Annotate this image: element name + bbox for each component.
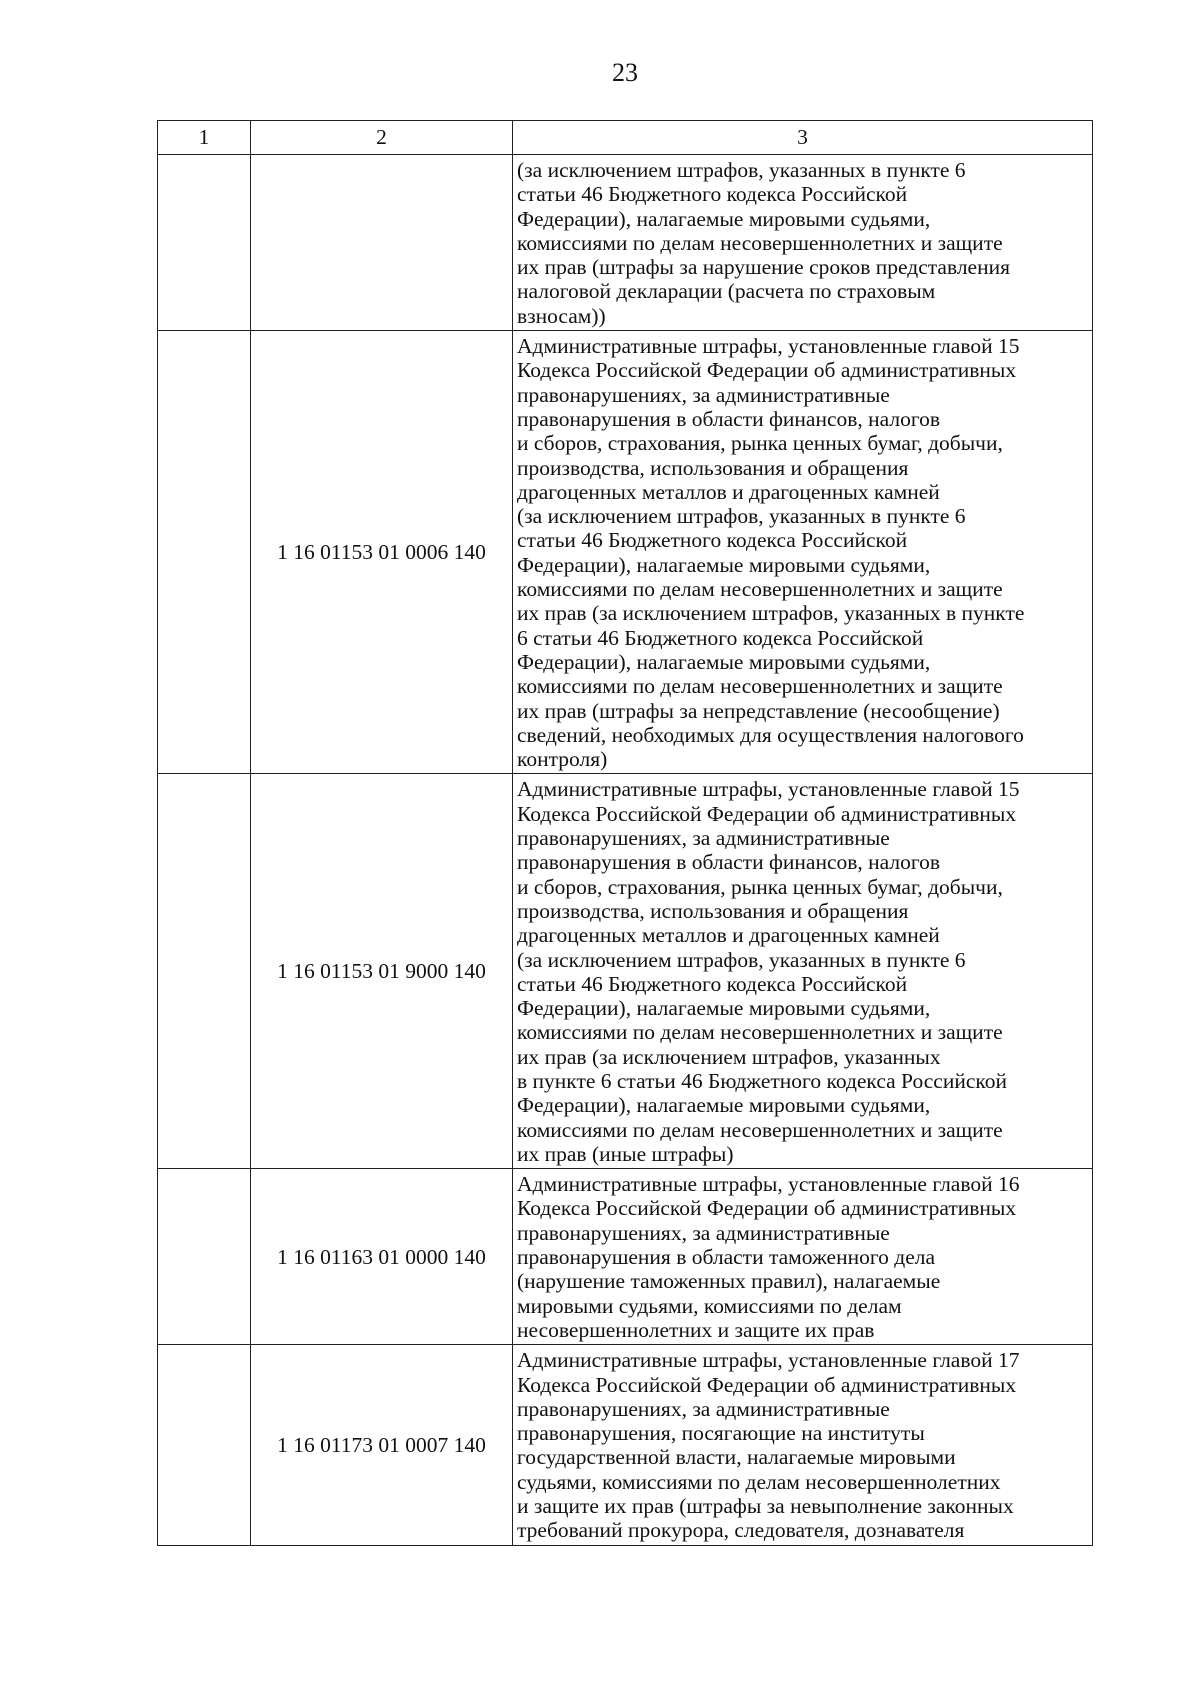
description-line: Кодекса Российской Федерации об административных xyxy=(517,1372,1017,1397)
description-line: производства, использования и обращения xyxy=(517,898,909,923)
description-line: комиссиями по делам несовершеннолетних и защите xyxy=(517,674,1003,699)
description-line: требований прокурора, следователя, дознавателя xyxy=(517,1518,965,1543)
table-row xyxy=(158,155,1093,331)
row-number-cell xyxy=(158,1345,251,1545)
description-line: правонарушения, посягающие на институты xyxy=(517,1421,925,1446)
header-col-3: 3 xyxy=(513,121,1093,155)
description-line: правонарушениях, за административные xyxy=(517,826,890,851)
description-line: их прав (штрафы за нарушение сроков представления xyxy=(517,255,1010,280)
description-line: и сборов, страхования, рынка ценных бумаг, добычи, xyxy=(517,874,1003,899)
table-row xyxy=(158,1169,1093,1345)
description-line: и сборов, страхования, рынка ценных бумаг, добычи, xyxy=(517,431,1003,456)
description-line: (за исключением штрафов, указанных в пункте 6 xyxy=(517,158,966,182)
description-cell xyxy=(513,1169,1093,1345)
budget-code-cell: 1 16 01153 01 9000 140 xyxy=(251,774,513,1169)
description-line: комиссиями по делам несовершеннолетних и защите xyxy=(517,577,1003,602)
header-row xyxy=(158,121,1093,155)
table-row xyxy=(158,331,1093,774)
description-line: правонарушения в области таможенного дела xyxy=(517,1245,936,1270)
description-line: 6 статьи 46 Бюджетного кодекса Российской xyxy=(517,625,924,650)
description-line: Кодекса Российской Федерации об административных xyxy=(517,801,1017,826)
description-line: (нарушение таможенных правил), налагаемые xyxy=(517,1269,941,1294)
description-line: налоговой декларации (расчета по страховым xyxy=(517,279,936,304)
description-line: государственной власти, налагаемые мировыми xyxy=(517,1445,956,1470)
header-col-2: 2 xyxy=(251,121,513,155)
budget-code-cell: 1 16 01153 01 0006 140 xyxy=(251,331,513,774)
description-line: комиссиями по делам несовершеннолетних и защите xyxy=(517,1117,1003,1142)
description-line: производства, использования и обращения xyxy=(517,455,909,480)
description-line: Административные штрафы, установленные главой 17 xyxy=(517,1348,1020,1373)
description-line: Административные штрафы, установленные главой 16 xyxy=(517,1172,1020,1197)
description-cell xyxy=(513,155,1093,331)
description-line: мировыми судьями, комиссиями по делам xyxy=(517,1293,902,1318)
description-line: и защите их прав (штрафы за невыполнение законных xyxy=(517,1494,1014,1519)
description-line: судьями, комиссиями по делам несовершеннолетних xyxy=(517,1469,1001,1494)
page-number: 23 xyxy=(612,58,638,87)
budget-code-cell: 1 16 01163 01 0000 140 xyxy=(251,1169,513,1345)
description-cell xyxy=(513,331,1093,774)
description-line: Федерации), налагаемые мировыми судьями, xyxy=(517,206,931,231)
description-line: несовершеннолетних и защите их прав xyxy=(517,1317,875,1342)
row-number-cell xyxy=(158,155,251,331)
description-line: статьи 46 Бюджетного кодекса Российской xyxy=(517,971,908,996)
description-line: комиссиями по делам несовершеннолетних и защите xyxy=(517,1020,1003,1045)
description-line: Административные штрафы, установленные главой 15 xyxy=(517,777,1020,802)
table-header xyxy=(158,121,1093,155)
description-line: их прав (штрафы за непредставление (несообщение) xyxy=(517,698,1000,723)
description-line: их прав (за исключением штрафов, указанных xyxy=(517,1044,941,1069)
row-number-cell xyxy=(158,331,251,774)
description-line: правонарушения в области финансов, налогов xyxy=(517,406,941,431)
row-number-cell xyxy=(158,774,251,1169)
description-line: статьи 46 Бюджетного кодекса Российской xyxy=(517,182,908,207)
row-number-cell xyxy=(158,1169,251,1345)
description-line: (за исключением штрафов, указанных в пункте 6 xyxy=(517,504,966,529)
description-line: Федерации), налагаемые мировыми судьями, xyxy=(517,552,931,577)
description-line: статьи 46 Бюджетного кодекса Российской xyxy=(517,528,908,553)
table-row xyxy=(158,774,1093,1169)
budget-code-cell xyxy=(251,155,513,331)
description-line: Федерации), налагаемые мировыми судьями, xyxy=(517,996,931,1021)
budget-code-cell: 1 16 01173 01 0007 140 xyxy=(251,1345,513,1545)
description-line: Кодекса Российской Федерации об административных xyxy=(517,358,1017,383)
description-line: драгоценных металлов и драгоценных камней xyxy=(517,923,940,948)
description-line: драгоценных металлов и драгоценных камней xyxy=(517,479,940,504)
description-line: (за исключением штрафов, указанных в пункте 6 xyxy=(517,947,966,972)
table-row xyxy=(158,1345,1093,1545)
description-cell xyxy=(513,1345,1093,1545)
description-line: Федерации), налагаемые мировыми судьями, xyxy=(517,649,931,674)
budget-code-table xyxy=(157,120,1093,1546)
description-line: Федерации), налагаемые мировыми судьями, xyxy=(517,1093,931,1118)
description-line: сведений, необходимых для осуществления налогового xyxy=(517,722,1024,747)
description-line: контроля) xyxy=(517,747,608,772)
description-line: взносам)) xyxy=(517,303,606,328)
description-line: в пункте 6 статьи 46 Бюджетного кодекса Российской xyxy=(517,1068,1008,1093)
description-line: правонарушениях, за административные xyxy=(517,382,890,407)
description-line: правонарушения в области финансов, налогов xyxy=(517,850,941,875)
description-line: Административные штрафы, установленные главой 15 xyxy=(517,334,1020,359)
table-body xyxy=(158,155,1093,1546)
description-line: их прав (за исключением штрафов, указанных в пункте xyxy=(517,601,1025,626)
header-col-1: 1 xyxy=(158,121,251,155)
description-line: их прав (иные штрафы) xyxy=(517,1141,734,1166)
description-cell xyxy=(513,774,1093,1169)
description-line: правонарушениях, за административные xyxy=(517,1396,890,1421)
description-line: комиссиями по делам несовершеннолетних и защите xyxy=(517,230,1003,255)
description-line: правонарушениях, за административные xyxy=(517,1220,890,1245)
description-line: Кодекса Российской Федерации об административных xyxy=(517,1196,1017,1221)
